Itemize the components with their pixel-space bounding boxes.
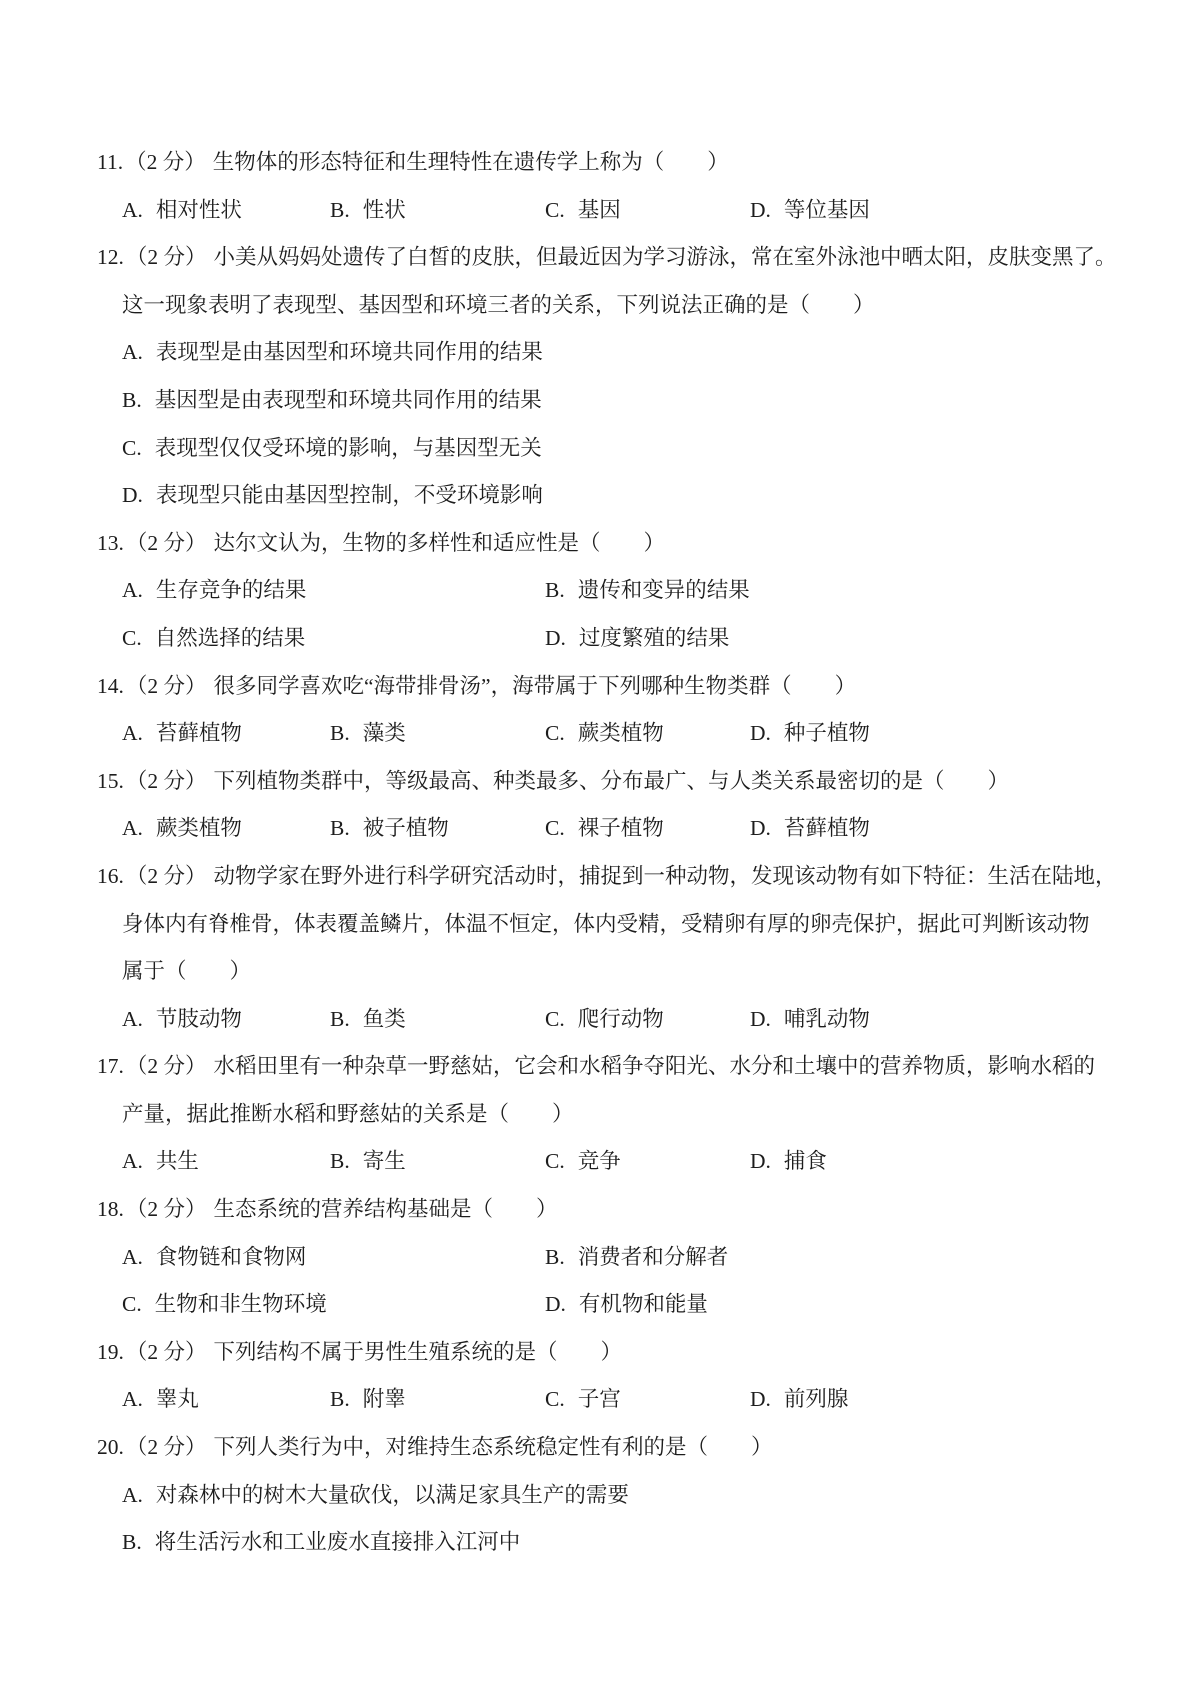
option-label: B. <box>545 1244 565 1269</box>
question-stem-line <box>97 139 1137 187</box>
option-A <box>122 710 242 758</box>
option-text: 蕨类植物 <box>155 816 242 841</box>
question-points: （2 分） <box>125 245 207 270</box>
option-text: 哺乳动物 <box>783 1006 870 1031</box>
option-text: 自然选择的结果 <box>154 625 306 650</box>
question-stem-line <box>97 520 1137 568</box>
question-points: （2 分） <box>125 1054 207 1079</box>
option-A <box>122 567 306 615</box>
option-text: 等位基因 <box>783 197 870 222</box>
option-label: A. <box>122 1006 143 1031</box>
question-number: 19. <box>97 1339 124 1364</box>
options-row <box>97 1376 1137 1424</box>
option-A <box>122 187 242 235</box>
option-C <box>122 425 542 473</box>
option-D <box>750 1376 848 1424</box>
options-row <box>97 187 1137 235</box>
option-text: 基因型是由表现型和环境共同作用的结果 <box>154 387 542 412</box>
option-text: 捕食 <box>783 1149 827 1174</box>
option-label: A. <box>122 721 143 746</box>
option-label: B. <box>545 578 565 603</box>
question-stem-line <box>97 1091 1137 1139</box>
option-D <box>122 472 543 520</box>
option-label: B. <box>330 1387 350 1412</box>
option-label: A. <box>122 340 143 365</box>
option-B <box>122 1519 520 1567</box>
option-label: B. <box>330 816 350 841</box>
question-stem-line <box>97 1329 1137 1377</box>
option-text: 藻类 <box>362 721 406 746</box>
option-text: 相对性状 <box>155 197 242 222</box>
question-stem-line <box>97 1186 1137 1234</box>
question-number: 13. <box>97 530 124 555</box>
option-A <box>122 1376 199 1424</box>
option-A <box>122 1138 199 1186</box>
question-number: 18. <box>97 1197 124 1222</box>
option-text: 爬行动物 <box>577 1006 664 1031</box>
option-C <box>545 710 664 758</box>
option-label: A. <box>122 816 143 841</box>
option-label: B. <box>330 1149 350 1174</box>
option-B <box>330 805 449 853</box>
option-label: A. <box>122 1244 143 1269</box>
question-block <box>97 663 1137 758</box>
option-B <box>545 1234 728 1282</box>
question-stem-line <box>97 1043 1137 1091</box>
option-text: 子宫 <box>577 1387 621 1412</box>
question-stem-text: 生态系统的营养结构基础是（ ） <box>213 1197 558 1222</box>
option-label: D. <box>545 625 566 650</box>
options-row <box>97 567 1137 615</box>
question-block <box>97 234 1137 520</box>
option-text: 鱼类 <box>362 1006 406 1031</box>
question-number: 16. <box>97 863 124 888</box>
option-B <box>330 1376 406 1424</box>
question-stem-line <box>97 948 1137 996</box>
question-block <box>97 1186 1137 1329</box>
option-B <box>330 996 406 1044</box>
option-label: C. <box>122 1292 142 1317</box>
option-D <box>750 996 870 1044</box>
question-stem-text: 动物学家在野外进行科学研究活动时，捕捉到一种动物，发现该动物有如下特征：生活在陆地， <box>213 863 1117 888</box>
option-label: D. <box>122 483 143 508</box>
question-number: 15. <box>97 768 124 793</box>
question-stem-text: 下列结构不属于男性生殖系统的是（ ） <box>213 1339 623 1364</box>
option-label: D. <box>750 1006 771 1031</box>
question-points: （2 分） <box>125 768 207 793</box>
option-C <box>122 615 305 663</box>
option-text: 生存竞争的结果 <box>155 578 307 603</box>
option-text: 种子植物 <box>783 721 870 746</box>
option-label: D. <box>750 816 771 841</box>
question-number: 17. <box>97 1054 124 1079</box>
option-text: 食物链和食物网 <box>155 1244 307 1269</box>
option-text: 苔藓植物 <box>783 816 870 841</box>
option-B <box>545 567 750 615</box>
option-label: B. <box>330 1006 350 1031</box>
option-C <box>545 996 664 1044</box>
option-text: 将生活污水和工业废水直接排入江河中 <box>154 1530 521 1555</box>
option-text: 遗传和变异的结果 <box>577 578 750 603</box>
option-label: A. <box>122 578 143 603</box>
question-block <box>97 758 1137 853</box>
question-stem-text: 属于（ ） <box>122 959 252 984</box>
option-text: 有机物和能量 <box>578 1292 708 1317</box>
option-text: 蕨类植物 <box>577 721 664 746</box>
option-D <box>750 187 870 235</box>
question-stem-text: 达尔文认为，生物的多样性和适应性是（ ） <box>213 530 666 555</box>
option-A <box>122 996 242 1044</box>
question-stem-text: 很多同学喜欢吃“海带排骨汤”，海带属于下列哪种生物类群（ ） <box>213 673 857 698</box>
options-row <box>97 1472 1137 1520</box>
question-number: 12. <box>97 245 124 270</box>
option-D <box>545 615 729 663</box>
option-text: 共生 <box>155 1149 199 1174</box>
option-label: D. <box>750 197 771 222</box>
question-block <box>97 1424 1137 1567</box>
option-label: A. <box>122 1482 143 1507</box>
option-label: B. <box>330 721 350 746</box>
option-C <box>122 1281 327 1329</box>
options-row <box>97 1281 1137 1329</box>
option-label: A. <box>122 1387 143 1412</box>
question-block <box>97 1043 1137 1186</box>
question-number: 14. <box>97 673 124 698</box>
option-B <box>330 187 406 235</box>
options-row <box>97 1234 1137 1282</box>
question-points: （2 分） <box>125 1339 207 1364</box>
options-row <box>97 996 1137 1044</box>
options-row <box>97 805 1137 853</box>
option-text: 过度繁殖的结果 <box>578 625 730 650</box>
option-label: D. <box>750 1149 771 1174</box>
option-text: 竞争 <box>577 1149 621 1174</box>
options-row <box>97 710 1137 758</box>
options-row <box>97 1138 1137 1186</box>
options-row <box>97 472 1137 520</box>
question-stem-line <box>97 758 1137 806</box>
question-stem-text: 生物体的形态特征和生理特性在遗传学上称为（ ） <box>212 150 729 174</box>
option-label: C. <box>545 1387 565 1412</box>
option-text: 附睾 <box>362 1387 406 1412</box>
option-B <box>122 377 542 425</box>
option-label: B. <box>330 197 350 222</box>
question-block <box>97 1329 1137 1424</box>
question-stem-text: 水稻田里有一种杂草一野慈姑，它会和水稻争夺阳光、水分和土壤中的营养物质，影响水稻的 <box>213 1054 1096 1079</box>
option-label: C. <box>122 625 142 650</box>
option-text: 表现型仅仅受环境的影响，与基因型无关 <box>154 435 542 460</box>
question-stem-text: 产量，据此推断水稻和野慈姑的关系是（ ） <box>122 1101 574 1126</box>
option-text: 被子植物 <box>362 816 449 841</box>
options-row <box>97 425 1137 473</box>
question-block <box>97 139 1137 234</box>
option-label: D. <box>545 1292 566 1317</box>
options-row <box>97 615 1137 663</box>
question-points: （2 分） <box>125 1435 207 1460</box>
option-text: 苔藓植物 <box>155 721 242 746</box>
option-label: D. <box>750 1387 771 1412</box>
option-label: C. <box>545 1149 565 1174</box>
question-stem-line <box>97 853 1137 901</box>
option-label: C. <box>545 1006 565 1031</box>
option-D <box>750 710 870 758</box>
question-stem-text: 这一现象表明了表现型、基因型和环境三者的关系，下列说法正确的是（ ） <box>122 292 875 317</box>
question-points: （2 分） <box>125 863 207 888</box>
option-A <box>122 1234 306 1282</box>
option-label: B. <box>122 387 142 412</box>
option-text: 生物和非生物环境 <box>154 1292 327 1317</box>
question-points: （2 分） <box>125 673 207 698</box>
option-A <box>122 329 543 377</box>
option-D <box>750 1138 827 1186</box>
question-stem-text: 小美从妈妈处遗传了白皙的皮肤，但最近因为学习游泳，常在室外泳池中晒太阳，皮肤变黑了。 <box>213 245 1117 270</box>
option-label: B. <box>122 1530 142 1555</box>
option-text: 裸子植物 <box>577 816 664 841</box>
question-stem-text: 下列植物类群中，等级最高、种类最多、分布最广、与人类关系最密切的是（ ） <box>213 768 1010 793</box>
option-C <box>545 1376 621 1424</box>
option-text: 表现型只能由基因型控制，不受环境影响 <box>155 483 543 508</box>
options-row <box>97 377 1137 425</box>
questions-list <box>97 139 1137 1567</box>
option-text: 表现型是由基因型和环境共同作用的结果 <box>155 340 543 365</box>
options-row <box>97 1519 1137 1567</box>
question-number: 20. <box>97 1435 124 1460</box>
option-text: 寄生 <box>362 1149 406 1174</box>
option-B <box>330 1138 406 1186</box>
question-points: （2 分） <box>125 150 206 174</box>
option-text: 节肢动物 <box>155 1006 242 1031</box>
option-text: 前列腺 <box>783 1387 849 1412</box>
question-stem-line <box>97 1424 1137 1472</box>
question-stem-line <box>97 901 1137 949</box>
option-text: 性状 <box>362 197 406 222</box>
option-text: 对森林中的树木大量砍伐，以满足家具生产的需要 <box>155 1482 629 1507</box>
option-D <box>750 805 870 853</box>
question-stem-text: 下列人类行为中，对维持生态系统稳定性有利的是（ ） <box>213 1435 773 1460</box>
question-points: （2 分） <box>125 1197 207 1222</box>
question-stem-line <box>97 282 1137 330</box>
option-label: C. <box>545 816 565 841</box>
question-block <box>97 520 1137 663</box>
question-stem-line <box>97 663 1137 711</box>
option-B <box>330 710 406 758</box>
option-C <box>545 1138 621 1186</box>
options-row <box>97 329 1137 377</box>
option-label: C. <box>545 721 565 746</box>
question-stem-text: 身体内有脊椎骨，体表覆盖鳞片，体温不恒定，体内受精，受精卵有厚的卵壳保护，据此可判断该动物 <box>122 911 1090 936</box>
option-label: A. <box>122 197 143 222</box>
option-label: A. <box>122 1149 143 1174</box>
question-number: 11. <box>97 150 124 174</box>
option-C <box>545 187 621 235</box>
option-label: C. <box>545 197 565 222</box>
option-label: C. <box>122 435 142 460</box>
option-text: 消费者和分解者 <box>577 1244 729 1269</box>
question-block <box>97 853 1137 1043</box>
option-A <box>122 805 242 853</box>
option-text: 基因 <box>577 197 621 222</box>
option-C <box>545 805 664 853</box>
option-label: D. <box>750 721 771 746</box>
option-A <box>122 1472 629 1520</box>
question-stem-line <box>97 234 1137 282</box>
option-D <box>545 1281 708 1329</box>
option-text: 睾丸 <box>155 1387 199 1412</box>
question-points: （2 分） <box>125 530 207 555</box>
